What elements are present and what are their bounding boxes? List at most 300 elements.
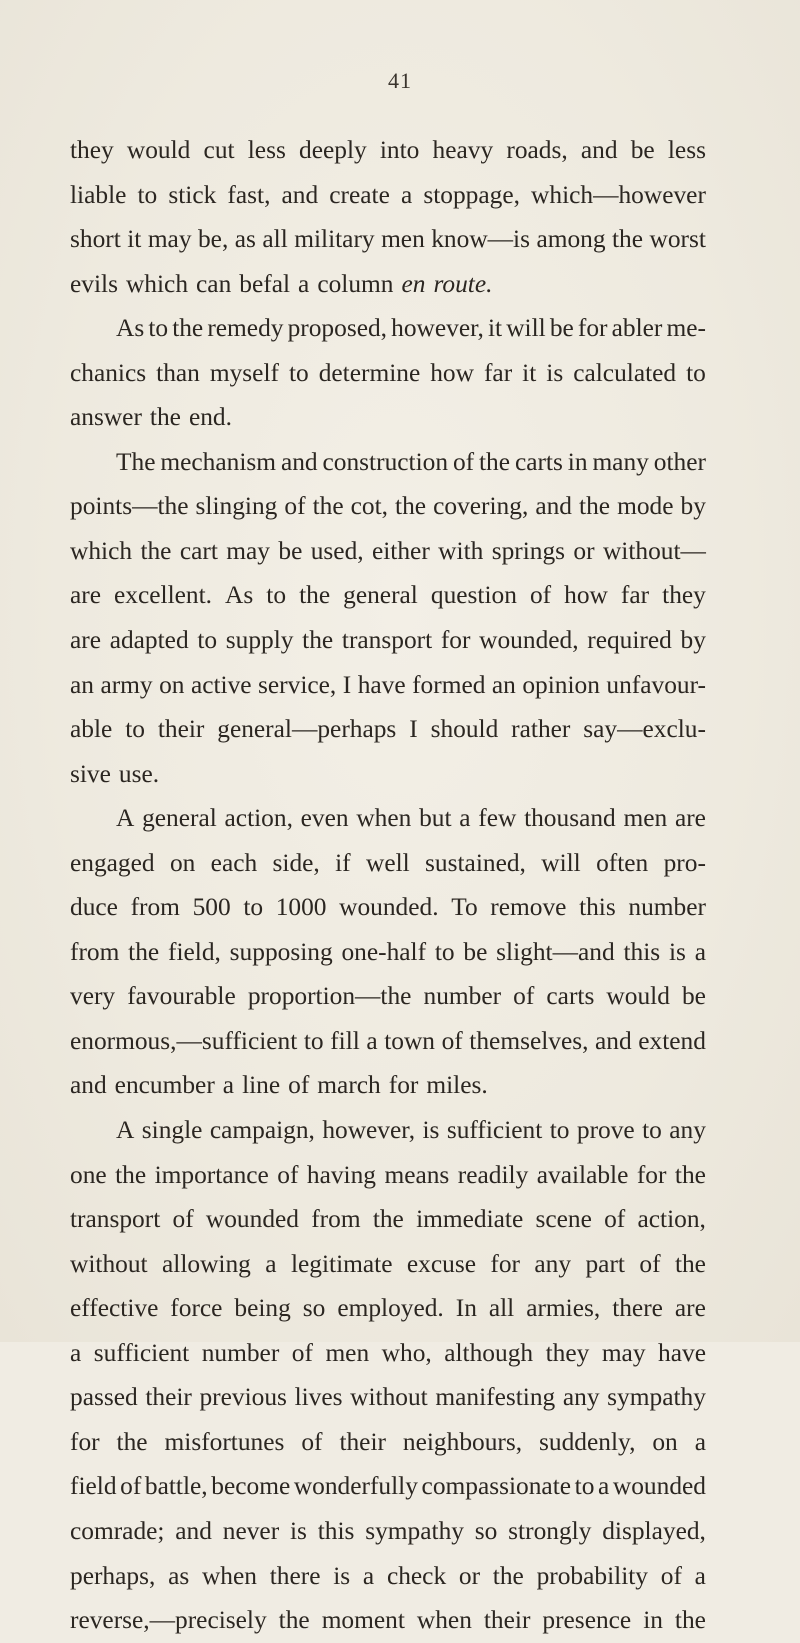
word: part — [585, 1249, 625, 1278]
word: a — [400, 180, 413, 209]
word: the — [299, 581, 331, 610]
word: of — [639, 1249, 661, 1278]
word: encumber — [114, 1071, 215, 1100]
word: duce — [70, 893, 118, 922]
word: misfortunes — [164, 1427, 285, 1456]
word: miles. — [426, 1071, 488, 1100]
word: is — [422, 1116, 440, 1145]
word: an — [491, 670, 516, 699]
word: proposed, — [287, 314, 388, 343]
text-line — [70, 128, 706, 173]
word: previous — [199, 1383, 287, 1412]
word: effective — [70, 1294, 159, 1323]
word: a — [265, 1249, 277, 1278]
word: immediate — [416, 1205, 524, 1234]
word: one-half — [341, 937, 427, 966]
word: one — [70, 1160, 107, 1189]
word: en — [401, 269, 426, 298]
word: of — [452, 447, 475, 476]
word: construction — [322, 447, 449, 476]
word: of — [604, 1205, 626, 1234]
word: even — [300, 804, 349, 833]
word: this — [623, 937, 661, 966]
word: field — [70, 1472, 117, 1501]
word: be — [549, 314, 574, 343]
word: for — [636, 1160, 667, 1189]
word: presence — [542, 1606, 632, 1635]
word: each — [210, 848, 258, 877]
word: a — [694, 937, 706, 966]
word: without — [70, 1249, 148, 1278]
word: campaign, — [209, 1116, 315, 1145]
word: favourable — [127, 982, 236, 1011]
word: active — [190, 670, 252, 699]
word: can — [196, 269, 232, 298]
word: engaged — [70, 848, 155, 877]
word: are — [70, 626, 101, 655]
word: how — [430, 358, 474, 387]
word: military — [294, 225, 375, 254]
word: for — [490, 1249, 520, 1278]
word: there — [612, 1294, 663, 1323]
word: wonderfully — [293, 1472, 418, 1501]
word: who, — [381, 1338, 432, 1367]
word: action, — [637, 1205, 706, 1234]
word: or — [458, 1561, 481, 1590]
word: to — [288, 358, 309, 387]
word: to — [125, 715, 145, 744]
word: to — [686, 358, 706, 387]
word: abler — [611, 314, 663, 343]
word: scene — [535, 1205, 592, 1234]
text-line — [70, 974, 706, 1019]
word: slight—and — [496, 937, 615, 966]
word: with — [438, 536, 484, 565]
word: me- — [666, 314, 706, 343]
word: they — [70, 136, 114, 164]
text-line — [70, 529, 706, 574]
word: covering, — [433, 492, 529, 521]
word: rather — [511, 715, 571, 744]
word: the — [674, 1160, 706, 1189]
text-line — [70, 663, 706, 708]
word: cot, — [350, 492, 389, 521]
word: town — [384, 1026, 436, 1055]
word: would — [126, 136, 191, 164]
word: an — [70, 670, 94, 699]
word: manifesting — [435, 1383, 556, 1412]
word: army — [100, 670, 153, 699]
word: their — [483, 1606, 531, 1635]
word: will — [541, 848, 581, 877]
word: allowing — [162, 1249, 251, 1278]
word: often — [596, 848, 649, 877]
word: 500 — [192, 893, 231, 922]
word: and — [175, 1516, 212, 1545]
word: and — [70, 1071, 107, 1100]
word: be — [630, 136, 655, 164]
word: of — [441, 1026, 463, 1055]
word: mechanism — [160, 447, 277, 476]
page-number: 41 — [388, 68, 412, 93]
word: wounded — [612, 1472, 706, 1501]
text-line — [70, 885, 706, 930]
word: sufficient — [93, 1338, 190, 1367]
word: check — [386, 1561, 447, 1590]
word: I — [409, 715, 418, 744]
word: remedy — [207, 314, 284, 343]
word: if — [335, 848, 351, 877]
text-line — [70, 930, 706, 975]
word: far — [483, 358, 513, 387]
word: legitimate — [290, 1249, 393, 1278]
text-line — [70, 262, 706, 307]
word: when — [201, 1561, 257, 1590]
word: will — [506, 314, 546, 343]
word: carts — [514, 447, 563, 476]
word: a — [366, 1026, 378, 1055]
text-line — [70, 618, 706, 663]
word: is — [333, 1561, 351, 1590]
word: supply — [225, 626, 294, 655]
word: proportion—the — [247, 982, 412, 1011]
word: the — [312, 492, 344, 521]
word: required — [587, 626, 672, 655]
word: never — [222, 1516, 280, 1545]
text-line — [70, 217, 706, 262]
word: short — [70, 225, 121, 254]
word: any — [562, 1383, 600, 1412]
word: liable — [70, 180, 127, 209]
word: a — [222, 1071, 235, 1100]
word: is — [546, 358, 564, 387]
word: be — [681, 982, 706, 1011]
word: number — [423, 982, 502, 1011]
word: have — [357, 670, 406, 699]
word: from — [311, 1205, 361, 1234]
word: of — [277, 1160, 299, 1189]
word: when — [416, 1606, 472, 1635]
word: are — [674, 804, 706, 833]
word: the — [492, 1561, 524, 1590]
text-line — [70, 1197, 706, 1242]
word: and — [535, 492, 572, 521]
word: the — [612, 225, 644, 254]
word: of — [513, 982, 535, 1011]
text-line — [70, 306, 706, 351]
word: by — [680, 492, 706, 521]
word: As — [116, 314, 145, 343]
text-line — [70, 395, 706, 440]
word: but — [419, 804, 452, 833]
word: on — [652, 1427, 678, 1456]
word: many — [592, 447, 649, 476]
word: so — [302, 1294, 326, 1323]
word: it — [522, 358, 537, 387]
text-line — [70, 1554, 706, 1599]
text-line — [70, 1286, 706, 1331]
word: from — [130, 893, 180, 922]
word: may — [226, 536, 270, 565]
word: transport — [70, 1205, 161, 1234]
word: probability — [536, 1561, 648, 1590]
word: of — [172, 1205, 194, 1234]
word: stoppage, — [423, 180, 520, 209]
word: this — [579, 893, 616, 922]
word: of — [284, 492, 306, 521]
word: answer — [70, 403, 142, 432]
word: than — [156, 358, 200, 387]
word: may — [601, 1338, 646, 1367]
word: wounded, — [479, 626, 579, 655]
word: neighbours, — [402, 1427, 523, 1456]
word: suddenly, — [539, 1427, 636, 1456]
word: excuse — [406, 1249, 476, 1278]
text-line — [70, 1598, 706, 1643]
word: route. — [433, 269, 493, 298]
word: means — [384, 1160, 450, 1189]
word: being — [234, 1294, 291, 1323]
word: and — [595, 1026, 632, 1055]
word: opinion — [522, 670, 600, 699]
text-line — [70, 1153, 706, 1198]
word: transport — [341, 626, 433, 655]
text-line — [70, 351, 706, 396]
word: say—exclu- — [583, 715, 706, 744]
body-text — [70, 128, 706, 1643]
word: less — [247, 136, 286, 164]
word: a — [694, 1427, 706, 1456]
word: it — [127, 225, 142, 254]
word: the — [372, 1205, 404, 1234]
word: for — [440, 626, 471, 655]
word: employed. — [337, 1294, 444, 1323]
word: side, — [272, 848, 320, 877]
word: remove — [490, 893, 567, 922]
text-line — [70, 484, 706, 529]
word: The — [116, 447, 156, 476]
word: number — [201, 1338, 280, 1367]
word: calculated — [573, 358, 677, 387]
text-line — [70, 1509, 706, 1554]
word: to — [266, 581, 287, 610]
word: the — [140, 536, 172, 565]
text-line — [70, 1464, 706, 1509]
word: be — [278, 536, 303, 565]
word: general—perhaps — [217, 715, 397, 744]
word: the — [674, 1606, 706, 1635]
word: importance — [154, 1160, 269, 1189]
word: should — [430, 715, 499, 744]
word: create — [329, 180, 390, 209]
word: available — [536, 1160, 629, 1189]
word: column — [317, 269, 394, 298]
word: be — [463, 937, 488, 966]
text-line — [70, 752, 706, 797]
word: cut — [203, 136, 235, 164]
word: of — [529, 581, 552, 610]
word: to — [137, 180, 158, 209]
word: able — [70, 715, 113, 744]
word: reverse,—precisely — [70, 1606, 267, 1635]
word: their — [157, 715, 205, 744]
word: 1000 — [275, 893, 327, 922]
word: know—is — [431, 225, 530, 254]
word: other — [653, 447, 706, 476]
word: the — [674, 1249, 706, 1278]
word: a — [694, 1561, 706, 1590]
word: battle, — [144, 1472, 208, 1501]
text-line — [70, 1242, 706, 1287]
word: either — [371, 536, 430, 565]
word: very — [70, 982, 116, 1011]
word: sympathy — [607, 1383, 706, 1412]
word: themselves, — [469, 1026, 589, 1055]
word: use. — [118, 759, 160, 788]
word: into — [379, 136, 420, 164]
word: is — [668, 937, 686, 966]
word: cart — [179, 536, 218, 565]
word: In — [455, 1294, 477, 1323]
word: action, — [224, 804, 293, 833]
word: few — [478, 804, 517, 833]
word: to — [243, 893, 264, 922]
word: sympathy — [365, 1516, 464, 1545]
word: although — [444, 1338, 534, 1367]
word: excellent. — [114, 581, 213, 610]
word: their — [339, 1427, 386, 1456]
word: it — [487, 314, 503, 343]
text-line — [70, 173, 706, 218]
word: myself — [209, 358, 279, 387]
word: on — [169, 848, 196, 877]
word: supposing — [229, 937, 333, 966]
word: pro- — [663, 848, 706, 877]
word: however, — [391, 314, 484, 343]
word: readily — [457, 1160, 529, 1189]
word: they — [662, 581, 706, 610]
word: to — [434, 937, 455, 966]
word: there — [269, 1561, 321, 1590]
word: this — [317, 1516, 355, 1545]
word: the — [149, 403, 181, 432]
word: general — [142, 804, 217, 833]
word: among — [536, 225, 606, 254]
word: march — [317, 1071, 381, 1100]
word: be, — [197, 225, 229, 254]
word: a — [298, 269, 310, 298]
word: far — [620, 581, 650, 610]
word: any — [534, 1249, 572, 1278]
word: to — [642, 1116, 662, 1145]
word: of — [288, 1071, 310, 1100]
word: become — [211, 1472, 291, 1501]
word: men — [623, 804, 668, 833]
word: extend — [638, 1026, 706, 1055]
text-line — [70, 1108, 706, 1153]
word: which — [125, 269, 189, 298]
word: passed — [70, 1383, 138, 1412]
word: chanics — [70, 358, 147, 387]
word: general — [343, 581, 418, 610]
word: have — [658, 1338, 706, 1367]
word: so — [474, 1516, 498, 1545]
word: their — [145, 1383, 192, 1412]
word: of — [660, 1561, 682, 1590]
word: the — [172, 314, 204, 343]
word: enormous,—sufficient — [70, 1026, 298, 1055]
word: fill — [330, 1026, 360, 1055]
word: force — [170, 1294, 223, 1323]
text-line — [70, 1019, 706, 1064]
word: slinging — [195, 492, 278, 521]
word: displayed, — [602, 1516, 706, 1545]
word: the — [302, 626, 334, 655]
word: of — [301, 1427, 323, 1456]
word: points—the — [70, 492, 189, 521]
word: how — [564, 581, 608, 610]
text-line — [70, 707, 706, 752]
word: single — [141, 1116, 203, 1145]
text-line — [70, 440, 706, 485]
word: men — [325, 1338, 370, 1367]
word: To — [451, 893, 478, 922]
word: a — [362, 1561, 375, 1590]
word: end. — [188, 403, 232, 432]
word: to — [148, 314, 169, 343]
word: the — [116, 1427, 148, 1456]
word: thousand — [524, 804, 616, 833]
word: the — [579, 492, 611, 521]
word: A — [116, 804, 135, 833]
word: less — [667, 136, 706, 164]
word: heavy — [432, 136, 494, 164]
word: men — [381, 225, 425, 254]
text-line — [70, 841, 706, 886]
word: question — [430, 581, 517, 610]
word: the — [115, 1160, 147, 1189]
word: is — [289, 1516, 307, 1545]
word: the — [128, 937, 160, 966]
word: the — [479, 447, 511, 476]
word: a — [598, 1472, 610, 1501]
word: they — [545, 1338, 590, 1367]
word: line — [242, 1071, 281, 1100]
word: of — [120, 1472, 142, 1501]
text-line — [70, 1375, 706, 1420]
word: moment — [321, 1606, 405, 1635]
word: service, — [258, 670, 337, 699]
word: of — [291, 1338, 313, 1367]
word: and — [580, 136, 618, 164]
word: armies, — [526, 1294, 601, 1323]
word: field, — [167, 937, 221, 966]
word: are — [674, 1294, 706, 1323]
word: well — [365, 848, 410, 877]
word: a — [459, 804, 471, 833]
word: without— — [602, 536, 706, 565]
word: in — [567, 447, 588, 476]
word: by — [680, 626, 706, 655]
word: springs — [491, 536, 566, 565]
word: evils — [70, 269, 118, 298]
word: without — [350, 1383, 428, 1412]
word: from — [70, 937, 120, 966]
word: a — [70, 1338, 82, 1367]
word: sustained, — [425, 848, 526, 877]
word: A — [116, 1116, 135, 1145]
word: compassionate — [421, 1472, 572, 1501]
